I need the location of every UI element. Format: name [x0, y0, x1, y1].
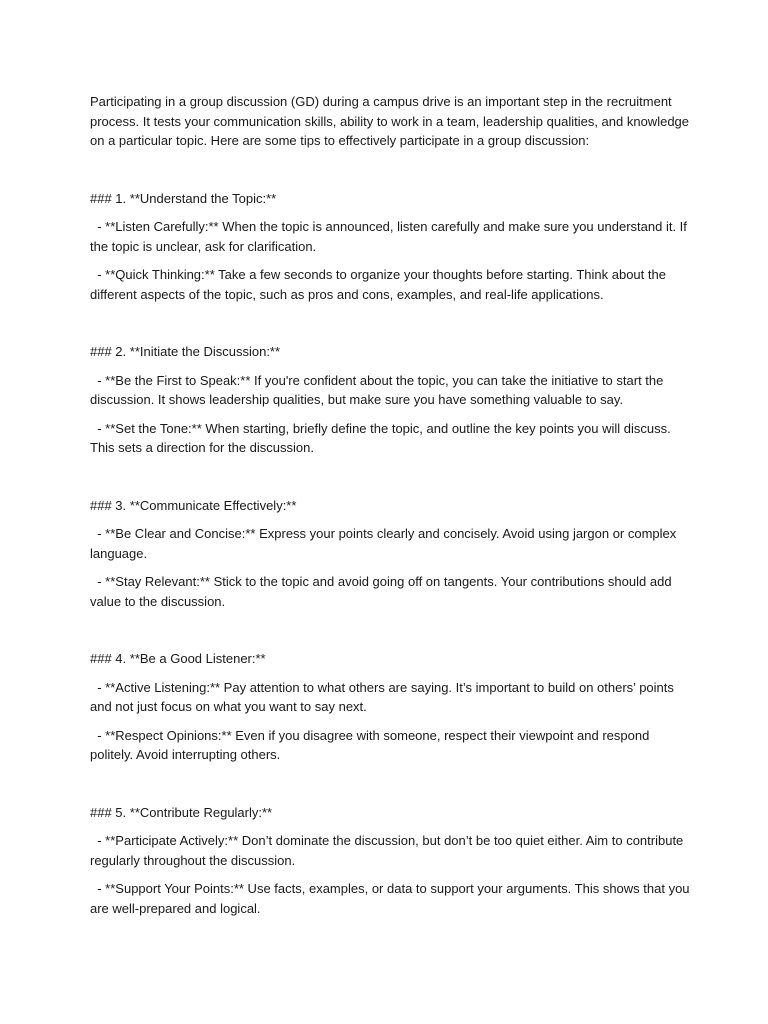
bullet-item: - **Be the First to Speak:** If you're confident about the topic, you can take the initiative to start the discussion. It shows leadership qualities, but make sure you have something valuable to say.: [90, 372, 664, 407]
intro-paragraph: Participating in a group discussion (GD) during a campus drive is an important step in the recruitment process. It tests your communication skills, ability to work in a team, leadership qualities, and knowledge on a particular topic. Here are some tips to effectively participate in a group discussion:: [90, 94, 690, 148]
section-good-listener: [90, 649, 690, 765]
bullet-item: - **Listen Carefully:** When the topic is announced, listen carefully and make sure you understand it. If the topic is unclear, ask for clarification.: [90, 219, 687, 254]
bullet-item: - **Active Listening:** Pay attention to what others are saying. It’s important to build on others’ points and not just focus on what you want to say next.: [90, 679, 674, 714]
section-communicate-effectively: [90, 496, 690, 612]
bullet-item: - **Participate Actively:** Don’t dominate the discussion, but don’t be too quiet either. Aim to contribute regularly throughout the discussion.: [90, 833, 684, 868]
bullet-item: - **Respect Opinions:** Even if you disagree with someone, respect their viewpoint and respond politely. Avoid interrupting others.: [90, 727, 650, 762]
section-heading: ### 5. **Contribute Regularly:**: [90, 804, 273, 820]
section-contribute-regularly: [90, 803, 690, 919]
section-heading: ### 3. **Communicate Effectively:**: [90, 497, 297, 513]
section-initiate-discussion: [90, 342, 690, 458]
document-page: [90, 92, 690, 956]
bullet-item: - **Set the Tone:** When starting, briefly define the topic, and outline the key points you will discuss. This sets a direction for the discussion.: [90, 420, 671, 455]
bullet-item: - **Support Your Points:** Use facts, examples, or data to support your arguments. This shows that you are well-prepared and logical.: [90, 881, 690, 916]
section-understand-topic: [90, 189, 690, 305]
section-heading: ### 4. **Be a Good Listener:**: [90, 651, 266, 666]
bullet-item: - **Be Clear and Concise:** Express your points clearly and concisely. Avoid using jargon or complex language.: [90, 526, 677, 561]
bullet-item: - **Stay Relevant:** Stick to the topic and avoid going off on tangents. Your contributions should add value to the discussion.: [90, 574, 672, 609]
section-heading: ### 1. **Understand the Topic:**: [90, 190, 277, 206]
bullet-item: - **Quick Thinking:** Take a few seconds to organize your thoughts before starting. Think about the different aspects of the topic, such as pros and cons, examples, and real-life applications.: [90, 267, 666, 302]
section-heading: ### 2. **Initiate the Discussion:**: [90, 344, 281, 359]
